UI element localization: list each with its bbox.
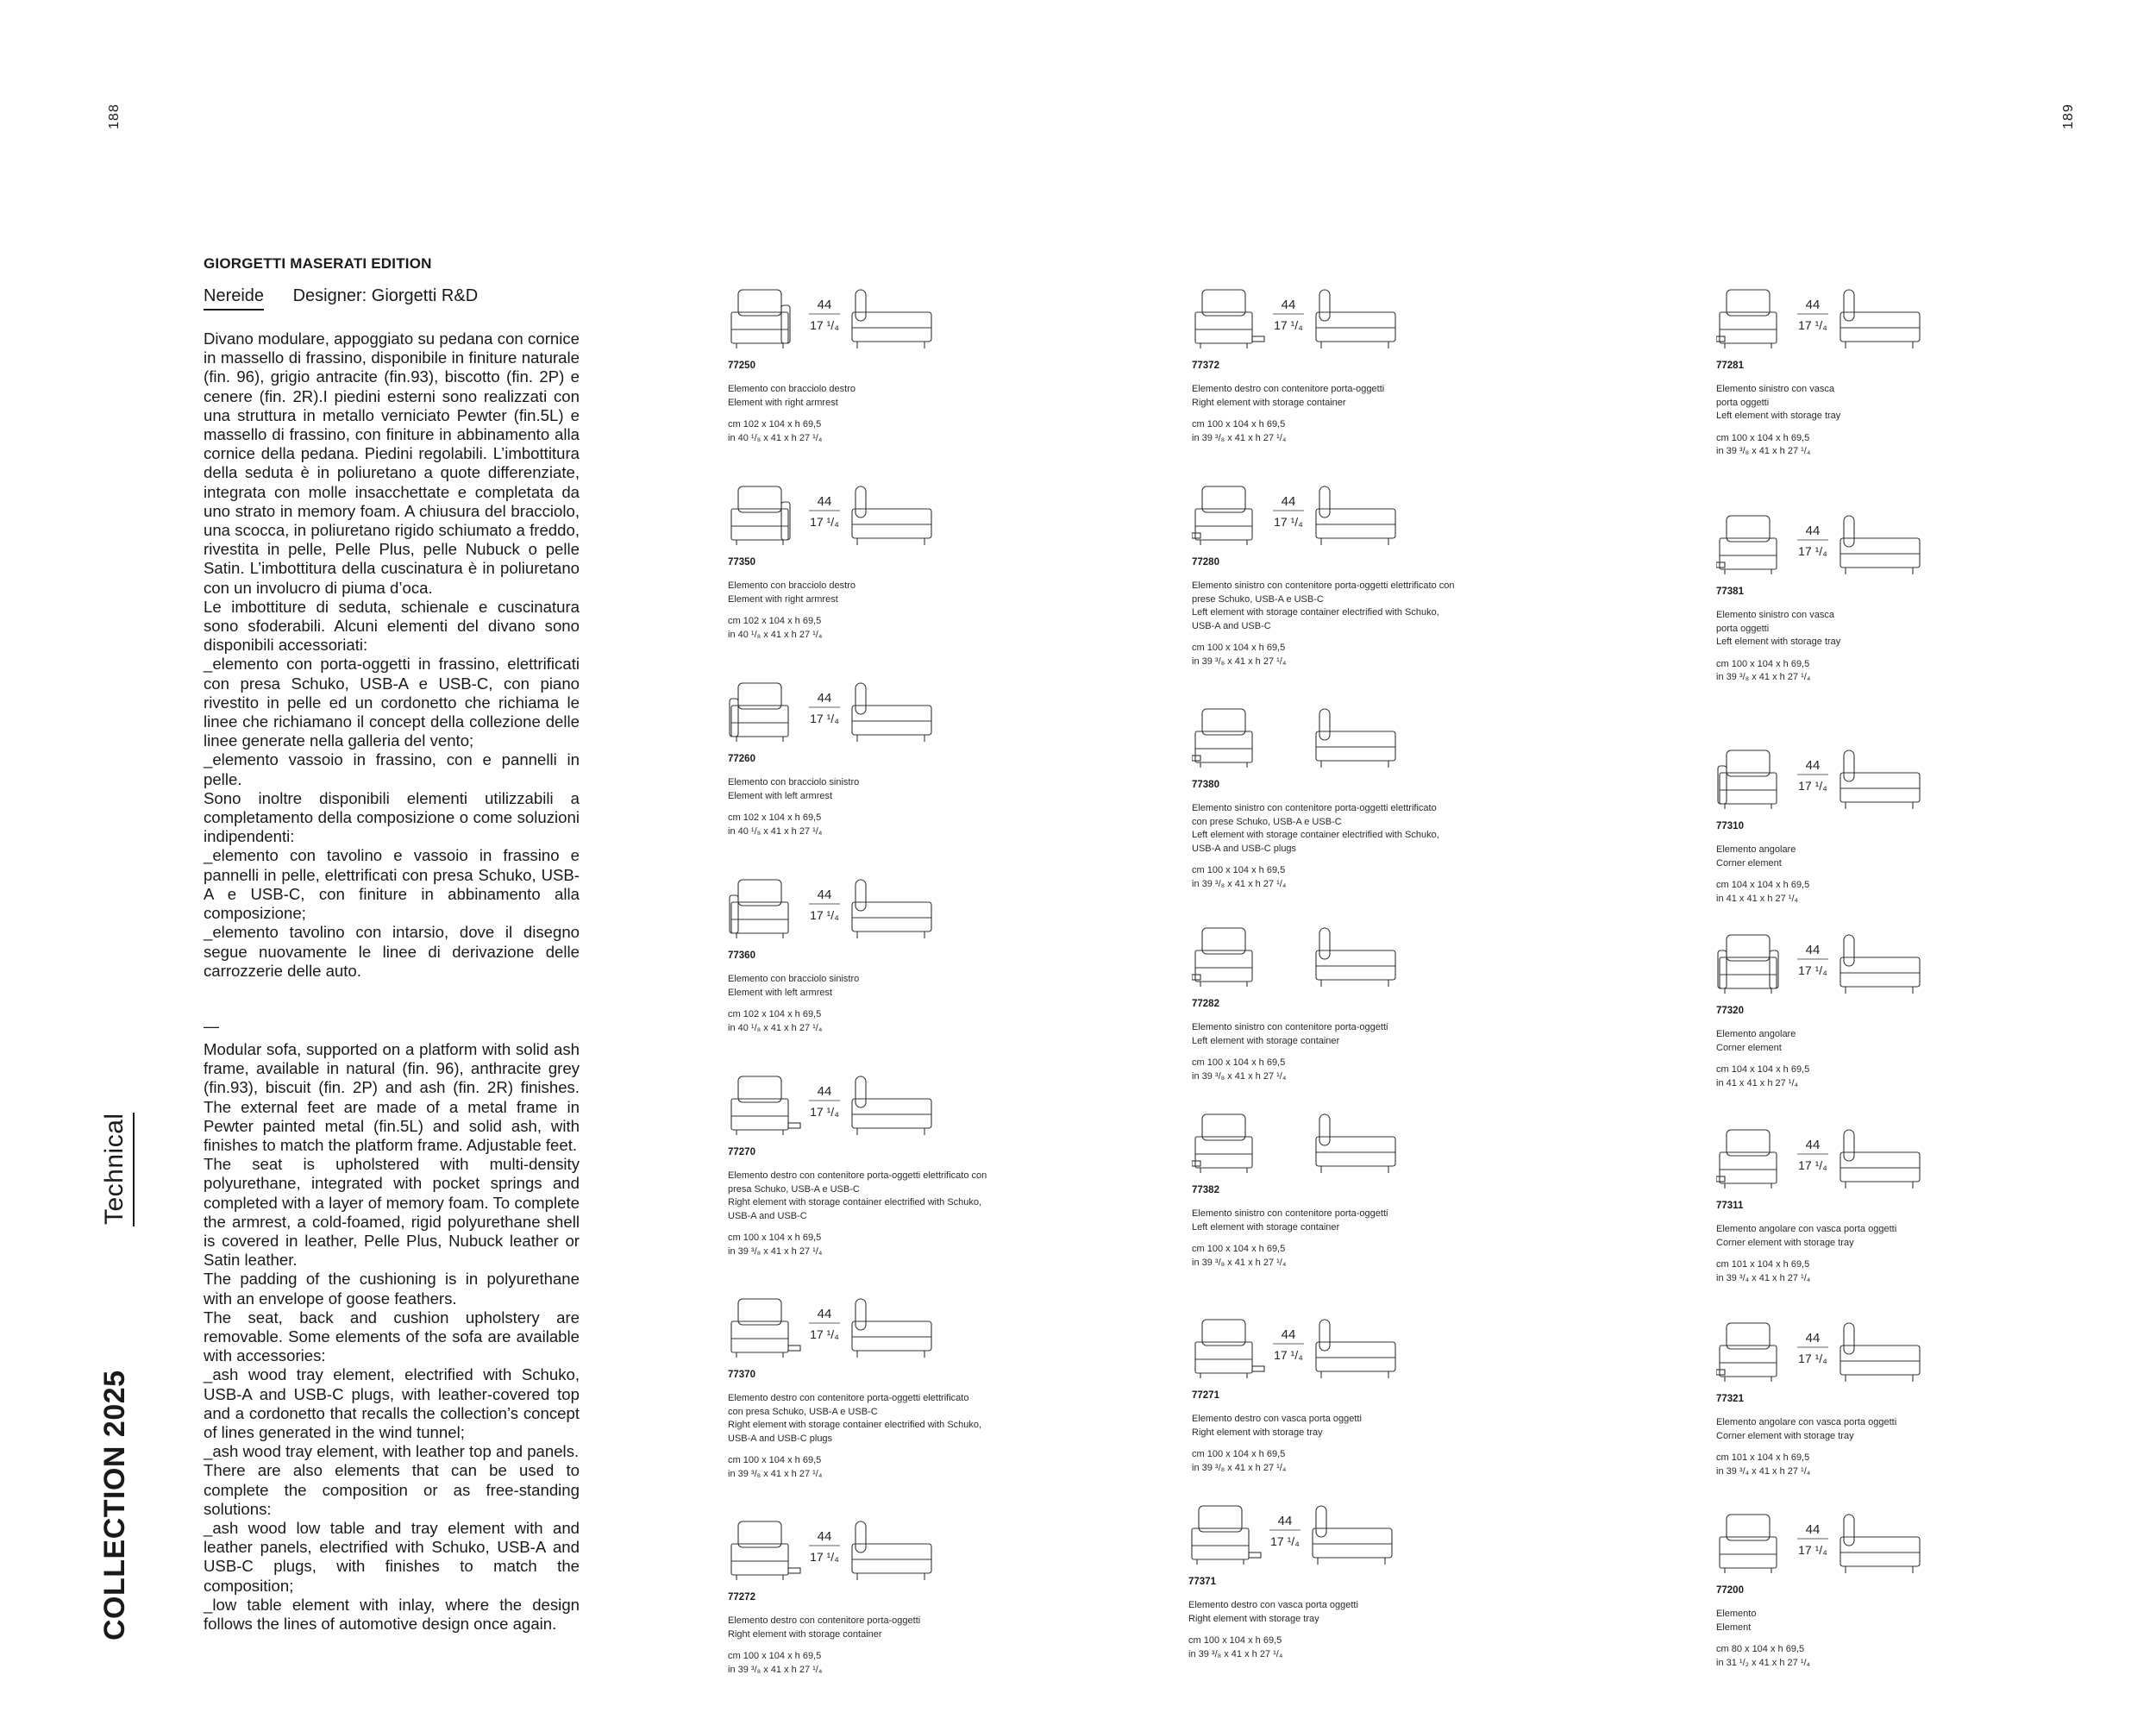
element-drawing <box>1192 925 1407 994</box>
language-separator: — <box>204 1018 219 1035</box>
element-description: Elemento destro con vasca porta oggetti Right element with storage tray <box>1192 1414 1362 1438</box>
dimension-seat-in: 17 ¹/₄ <box>1798 1543 1827 1557</box>
element-drawing <box>1192 483 1407 552</box>
element-description: Elemento sinistro con contenitore porta-oggetti Left element with storage container <box>1192 1022 1388 1046</box>
italian-description: Divano modulare, appoggiato su pedana con cornice in massello di frassino, disponibile in finiture naturale (fin. 96), grigio antracite (fin.93), biscotto (fin. 2P) e cenere (fin. 2R).I piedini esterni sono realizzati con una struttura in metallo verniciato Pewter (fin.5L) e massello di frassino, con finiture in abbinamento alla cornice della pedana. Piedini regolabili. L’imbottitura della seduta è in poliuretano a quote differenziate, integrata con molle insacchettate e completata da uno strato in memory foam. A chiusura del bracciolo, una scocca, in poliuretano rigido schiumato a freddo, rivestita in pelle, Pelle Plus, pelle Nubuck o pelle Satin. L’imbottitura della cuscinatura è in poliuretano con un involucro di piuma d’oca. Le imbottiture di seduta, schienale e cuscinatura sono sfoderabili. Alcuni elementi del divano sono disponibili accessoriati: _elemento con porta-oggetti in frassino, elettrificati con presa Schuko, USB-A e USB-C, con piano rivestito in pelle ed un cordonetto che richiama le linee che richiamano il concept della collezione delle linee generate nella galleria del vento; _elemento vassoio in frassino, con e pannelli in pelle. Sono inoltre disponibili elementi utilizzabili a completamento della composizione o come soluzioni indipendenti: _elemento con tavolino e vassoio in frassino e pannelli in pelle, elettrificati con presa Schuko, USB-A e USB-C, con finiture in abbinamento alla composizione; _elemento tavolino con intarsio, dove il disegno segue nuovamente le linee di derivazione delle carrozzerie delle auto. <box>204 329 580 980</box>
side-view <box>852 683 931 742</box>
element-card-77370 <box>728 1295 1056 1481</box>
element-drawing <box>1716 512 1932 581</box>
element-code: 77350 <box>728 557 755 568</box>
dimension-seat-in: 17 ¹/₄ <box>1798 963 1827 977</box>
front-view <box>1716 516 1777 574</box>
element-code: 77272 <box>728 1592 755 1603</box>
element-dimensions-in: in 39 ³/₈ x 41 x h 27 ¹/₄ <box>1192 1257 1287 1268</box>
element-drawing <box>728 483 943 552</box>
element-drawing <box>1188 1502 1404 1571</box>
element-dimensions-cm: cm 102 x 104 x h 69,5 <box>728 812 822 823</box>
element-dimensions-cm: cm 104 x 104 x h 69,5 <box>1716 1064 1810 1075</box>
side-label-rule <box>133 1113 135 1226</box>
element-dimensions-cm: cm 100 x 104 x h 69,5 <box>1192 865 1286 875</box>
element-dimensions-cm: cm 102 x 104 x h 69,5 <box>728 1009 822 1019</box>
element-drawing <box>1192 286 1407 355</box>
side-view <box>852 880 931 938</box>
element-code: 77381 <box>1716 586 1744 597</box>
element-dimensions-in: in 40 ¹/₈ x 41 x h 27 ¹/₄ <box>728 825 823 837</box>
side-view <box>1840 290 1920 348</box>
dimension-seat-in: 17 ¹/₄ <box>810 1105 839 1119</box>
element-dimensions-in: in 39 ³/₈ x 41 x h 27 ¹/₄ <box>1192 656 1287 667</box>
front-view <box>1192 709 1252 768</box>
side-view <box>1840 750 1920 809</box>
element-drawing <box>1716 286 1932 355</box>
front-view <box>731 290 790 348</box>
element-description: Elemento destro con contenitore porta-oggetti elettrificato con presa Schuko, USB-A e USB-C Right element with storage container electrified with Schuko, USB-A and USB-C <box>728 1170 987 1221</box>
side-view <box>852 1299 931 1358</box>
element-drawing <box>728 1295 943 1364</box>
element-description: Elemento sinistro con contenitore porta-oggetti Left element with storage container <box>1192 1208 1388 1233</box>
element-dimensions-in: in 31 ¹/₂ x 41 x h 27 ¹/₄ <box>1716 1657 1811 1668</box>
element-drawing <box>728 680 943 749</box>
element-dimensions-in: in 40 ¹/₈ x 41 x h 27 ¹/₄ <box>728 629 823 640</box>
front-view <box>1716 1130 1777 1189</box>
dimension-seat-cm: 44 <box>817 1307 832 1321</box>
element-code: 77370 <box>728 1370 755 1380</box>
side-label-collection: COLLECTION 2025 <box>98 1370 131 1640</box>
side-view <box>1316 486 1395 545</box>
front-view <box>731 1076 800 1135</box>
element-drawing <box>728 1073 943 1142</box>
element-dimensions-cm: cm 100 x 104 x h 69,5 <box>1716 658 1810 669</box>
dimension-seat-cm: 44 <box>1281 1327 1296 1342</box>
element-drawing <box>1192 706 1407 775</box>
element-card-77360 <box>728 876 1056 1035</box>
front-view <box>731 1521 800 1580</box>
front-view <box>730 880 788 938</box>
element-card-77200 <box>1716 1511 2044 1670</box>
element-code: 77380 <box>1192 780 1219 790</box>
front-view <box>1192 1114 1252 1173</box>
element-description: Elemento angolare Corner element <box>1716 844 1796 869</box>
element-drawing <box>1716 1126 1932 1195</box>
element-drawing <box>728 876 943 945</box>
dimension-seat-cm: 44 <box>1805 1138 1821 1152</box>
element-code: 77321 <box>1716 1394 1744 1404</box>
element-code: 77260 <box>728 754 755 764</box>
element-dimensions-cm: cm 100 x 104 x h 69,5 <box>1192 1057 1286 1068</box>
element-dimensions-in: in 39 ³/₈ x 41 x h 27 ¹/₄ <box>728 1664 823 1675</box>
element-card-77250 <box>728 286 1056 445</box>
element-card-77260 <box>728 680 1056 838</box>
side-view <box>852 1076 931 1135</box>
element-drawing <box>728 286 943 355</box>
element-description: Elemento destro con contenitore porta-oggetti Right element with storage container <box>1192 384 1385 408</box>
element-code: 77320 <box>1716 1006 1744 1016</box>
element-description: Elemento sinistro con contenitore porta-oggetti elettrificato con prese Schuko, USB-A e USB-C Left element with storage container electrified with Schuko, USB-A and USB-C plugs <box>1192 803 1439 854</box>
dimension-seat-cm: 44 <box>1805 298 1821 312</box>
element-card-77321 <box>1716 1320 2044 1478</box>
front-view <box>1716 1323 1777 1382</box>
element-card-77280 <box>1192 483 1520 668</box>
dimension-seat-cm: 44 <box>1805 1522 1821 1537</box>
element-description: Elemento angolare Corner element <box>1716 1029 1796 1053</box>
element-dimensions-cm: cm 100 x 104 x h 69,5 <box>728 1233 822 1243</box>
dimension-seat-cm: 44 <box>817 888 832 902</box>
page-number-right: 189 <box>2060 104 2076 129</box>
element-description: Elemento con bracciolo sinistro Element with left armrest <box>728 777 860 801</box>
element-dimensions-cm: cm 80 x 104 x h 69,5 <box>1716 1644 1805 1654</box>
front-view <box>1192 1506 1261 1565</box>
element-dimensions-in: in 40 ¹/₈ x 41 x h 27 ¹/₄ <box>728 1022 823 1033</box>
side-view <box>1316 1114 1395 1173</box>
dimension-seat-cm: 44 <box>817 691 832 706</box>
side-view <box>1840 1323 1920 1382</box>
element-description: Elemento sinistro con vasca porta oggetti Left element with storage tray <box>1716 610 1841 647</box>
element-dimensions-cm: cm 100 x 104 x h 69,5 <box>728 1455 822 1465</box>
element-dimensions-cm: cm 100 x 104 x h 69,5 <box>1192 1244 1286 1254</box>
front-view <box>1192 486 1252 545</box>
front-view <box>1716 290 1777 348</box>
dimension-seat-in: 17 ¹/₄ <box>1798 779 1827 793</box>
element-dimensions-cm: cm 101 x 104 x h 69,5 <box>1716 1452 1810 1463</box>
element-dimensions-in: in 39 ³/₈ x 41 x h 27 ¹/₄ <box>728 1245 823 1257</box>
element-dimensions-cm: cm 102 x 104 x h 69,5 <box>728 419 822 430</box>
element-card-77350 <box>728 483 1056 642</box>
dimension-seat-cm: 44 <box>1805 524 1821 538</box>
element-dimensions-in: in 39 ³/₈ x 41 x h 27 ¹/₄ <box>1716 446 1811 456</box>
element-description: Elemento sinistro con vasca porta oggetti Left element with storage tray <box>1716 384 1841 421</box>
element-description: Elemento destro con contenitore porta-oggetti elettrificato con presa Schuko, USB-A e USB-C Right element with storage container electrified with Schuko, USB-A and USB-C plugs <box>728 1393 982 1444</box>
dimension-seat-in: 17 ¹/₄ <box>1798 318 1827 332</box>
element-drawing <box>728 1518 943 1587</box>
front-view <box>1718 750 1777 809</box>
element-dimensions-in: in 39 ³/₈ x 41 x h 27 ¹/₄ <box>1192 1070 1287 1082</box>
product-name: Nereide <box>204 286 264 310</box>
dimension-seat-cm: 44 <box>1805 1331 1821 1346</box>
element-code: 77270 <box>728 1147 755 1157</box>
dimension-seat-in: 17 ¹/₄ <box>1274 318 1303 332</box>
element-description: Elemento angolare con vasca porta oggetti Corner element with storage tray <box>1716 1417 1897 1441</box>
side-view <box>852 1521 931 1580</box>
element-description: Elemento sinistro con contenitore porta-oggetti elettrificato con prese Schuko, USB-A e USB-C Left element with storage container electrified with Schuko, USB-A and USB-C <box>1192 580 1455 631</box>
front-view <box>731 486 790 545</box>
dimension-seat-cm: 44 <box>817 1529 832 1544</box>
element-dimensions-in: in 39 ³/₄ x 41 x h 27 ¹/₄ <box>1716 1272 1811 1283</box>
front-view <box>730 683 788 742</box>
element-drawing <box>1192 1111 1407 1180</box>
front-view <box>1718 935 1778 994</box>
element-card-77311 <box>1716 1126 2044 1285</box>
element-card-77381 <box>1716 512 2044 685</box>
front-view <box>1195 290 1264 348</box>
element-code: 77250 <box>728 361 755 371</box>
element-dimensions-in: in 41 x 41 x h 27 ¹/₄ <box>1716 893 1798 904</box>
element-dimensions-in: in 39 ³/₄ x 41 x h 27 ¹/₄ <box>1716 1465 1811 1477</box>
element-dimensions-cm: cm 102 x 104 x h 69,5 <box>728 616 822 626</box>
element-card-77320 <box>1716 932 2044 1090</box>
side-view <box>1840 935 1920 994</box>
page-number-left: 188 <box>106 104 122 129</box>
element-dimensions-cm: cm 100 x 104 x h 69,5 <box>1188 1635 1282 1646</box>
element-dimensions-in: in 40 ¹/₈ x 41 x h 27 ¹/₄ <box>728 432 823 443</box>
element-description: Elemento con bracciolo destro Element with right armrest <box>728 384 856 408</box>
element-drawing <box>1716 747 1932 816</box>
element-code: 77372 <box>1192 361 1219 371</box>
element-code: 77311 <box>1716 1201 1744 1211</box>
element-card-77270 <box>728 1073 1056 1258</box>
element-code: 77280 <box>1192 557 1219 568</box>
element-card-77371 <box>1188 1502 1516 1661</box>
dimension-seat-cm: 44 <box>817 1084 832 1099</box>
dimension-seat-in: 17 ¹/₄ <box>810 1327 839 1341</box>
side-view <box>1316 1320 1395 1378</box>
element-description: Elemento con bracciolo destro Element with right armrest <box>728 580 856 605</box>
element-card-77310 <box>1716 747 2044 906</box>
side-view <box>1316 709 1395 768</box>
element-code: 77281 <box>1716 361 1744 371</box>
dimension-seat-in: 17 ¹/₄ <box>810 1550 839 1564</box>
element-code: 77382 <box>1192 1185 1219 1195</box>
element-dimensions-in: in 39 ³/₈ x 41 x h 27 ¹/₄ <box>728 1468 823 1479</box>
element-description: Elemento destro con contenitore porta-oggetti Right element with storage container <box>728 1615 921 1640</box>
element-drawing <box>1716 1320 1932 1389</box>
element-card-77282 <box>1192 925 1520 1083</box>
front-view <box>1720 1515 1777 1573</box>
dimension-seat-in: 17 ¹/₄ <box>1270 1534 1300 1548</box>
dimension-seat-in: 17 ¹/₄ <box>1798 544 1827 558</box>
element-code: 77200 <box>1716 1585 1744 1596</box>
dimension-seat-cm: 44 <box>1281 298 1296 312</box>
element-code: 77271 <box>1192 1390 1219 1401</box>
element-dimensions-in: in 39 ³/₈ x 41 x h 27 ¹/₄ <box>1192 432 1287 443</box>
element-card-77271 <box>1192 1316 1520 1475</box>
dimension-seat-in: 17 ¹/₄ <box>810 908 839 922</box>
side-view <box>852 290 931 348</box>
element-card-77372 <box>1192 286 1520 445</box>
element-drawing <box>1192 1316 1407 1385</box>
brand-header: GIORGETTI MASERATI EDITION <box>204 255 432 272</box>
english-description: Modular sofa, supported on a platform with solid ash frame, available in natural (fin. 96), anthracite grey (fin.93), biscuit (fin. 2P) and ash (fin. 2R) finishes. The external feet are made of a metal frame in Pewter painted metal (fin.5L) and solid ash, with finishes to match the platform frame. Adjustable feet. The seat is upholstered with multi-density polyurethane, integrated with pocket springs and completed with a layer of memory foam. To complete the armrest, a cold-foamed, rigid polyurethane shell is covered in leather, Pelle Plus, Nubuck leather or Satin leather. The padding of the cushioning is in polyurethane with an envelope of goose feathers. The seat, back and cushion upholstery are removable. Some elements of the sofa are available with accessories: _ash wood tray element, electrified with Schuko, USB-A and USB-C plugs, with leather-covered top and a cordonetto that recalls the collection’s concept of lines generated in the wind tunnel; _ash wood tray element, with leather top and panels. There are also elements that can be used to complete the composition or as free-standing solutions: _ash wood low table and tray element with and leather panels, electrified with Schuko, USB-A and USB-C plugs, with finishes to match the composition; _low table element with inlay, where the design follows the lines of automotive design once again. <box>204 1040 580 1634</box>
dimension-seat-in: 17 ¹/₄ <box>1798 1352 1827 1365</box>
element-dimensions-cm: cm 104 x 104 x h 69,5 <box>1716 880 1810 890</box>
element-drawing <box>1716 1511 1932 1580</box>
element-dimensions-cm: cm 101 x 104 x h 69,5 <box>1716 1259 1810 1270</box>
dimension-seat-cm: 44 <box>817 494 832 509</box>
element-dimensions-in: in 39 ³/₈ x 41 x h 27 ¹/₄ <box>1192 878 1287 889</box>
element-code: 77282 <box>1192 999 1219 1009</box>
side-label-technical: Technical <box>100 1113 128 1225</box>
side-view <box>1313 1506 1392 1565</box>
front-view <box>1192 928 1252 987</box>
dimension-seat-in: 17 ¹/₄ <box>810 318 839 332</box>
side-view <box>852 486 931 545</box>
element-code: 77371 <box>1188 1577 1216 1587</box>
side-view <box>1840 1515 1920 1573</box>
element-dimensions-cm: cm 100 x 104 x h 69,5 <box>1716 432 1810 443</box>
dimension-seat-cm: 44 <box>1805 943 1821 957</box>
dimension-seat-cm: 44 <box>1281 494 1296 509</box>
dimension-seat-in: 17 ¹/₄ <box>810 515 839 529</box>
dimension-seat-cm: 44 <box>1805 758 1821 773</box>
dimension-seat-in: 17 ¹/₄ <box>1274 515 1303 529</box>
element-dimensions-cm: cm 100 x 104 x h 69,5 <box>728 1651 822 1661</box>
dimension-seat-in: 17 ¹/₄ <box>1274 1348 1303 1362</box>
element-code: 77310 <box>1716 821 1744 831</box>
dimension-seat-cm: 44 <box>817 298 832 312</box>
product-subheading <box>204 286 478 306</box>
element-dimensions-in: in 39 ³/₈ x 41 x h 27 ¹/₄ <box>1192 1462 1287 1473</box>
side-view <box>1840 516 1920 574</box>
element-card-77380 <box>1192 706 1520 891</box>
dimension-seat-in: 17 ¹/₄ <box>1798 1158 1827 1172</box>
element-dimensions-cm: cm 100 x 104 x h 69,5 <box>1192 419 1286 430</box>
element-description: Elemento con bracciolo sinistro Element with left armrest <box>728 974 860 998</box>
element-card-77281 <box>1716 286 2044 459</box>
element-card-77272 <box>728 1518 1056 1677</box>
side-view <box>1316 928 1395 987</box>
element-description: Elemento Element <box>1716 1609 1757 1633</box>
element-dimensions-in: in 41 x 41 x h 27 ¹/₄ <box>1716 1077 1798 1088</box>
front-view <box>1195 1320 1264 1378</box>
element-card-77382 <box>1192 1111 1520 1270</box>
element-dimensions-in: in 39 ³/₈ x 41 x h 27 ¹/₄ <box>1716 672 1811 682</box>
element-description: Elemento angolare con vasca porta oggetti Corner element with storage tray <box>1716 1224 1897 1248</box>
side-view <box>1316 290 1395 348</box>
designer-credit: Designer: Giorgetti R&D <box>292 286 479 305</box>
element-code: 77360 <box>728 950 755 961</box>
element-dimensions-in: in 39 ³/₈ x 41 x h 27 ¹/₄ <box>1188 1648 1283 1659</box>
element-description: Elemento destro con vasca porta oggetti Right element with storage tray <box>1188 1600 1358 1624</box>
front-view <box>731 1299 800 1358</box>
dimension-seat-cm: 44 <box>1277 1514 1293 1528</box>
element-drawing <box>1716 932 1932 1000</box>
dimension-seat-in: 17 ¹/₄ <box>810 712 839 725</box>
side-view <box>1840 1130 1920 1189</box>
element-dimensions-cm: cm 100 x 104 x h 69,5 <box>1192 1449 1286 1459</box>
element-dimensions-cm: cm 100 x 104 x h 69,5 <box>1192 643 1286 653</box>
